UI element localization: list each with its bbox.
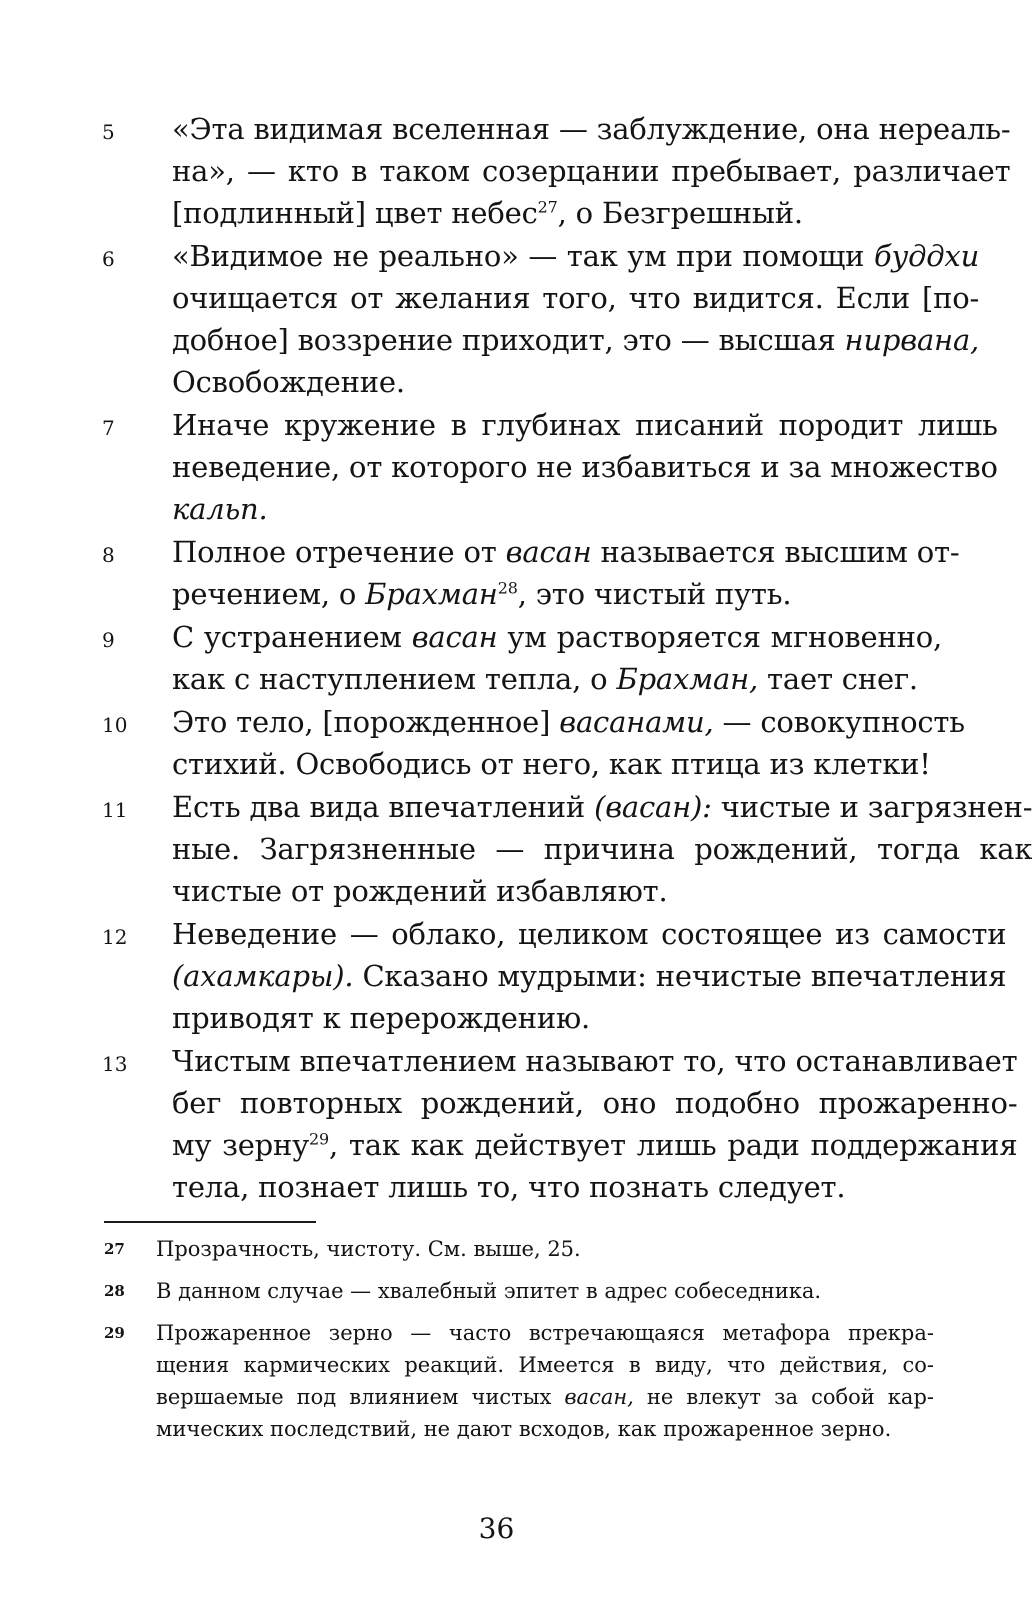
verse bbox=[102, 786, 1032, 912]
footnote-divider bbox=[104, 1221, 316, 1223]
text-segment: Иначе кружение в глубинах писаний породит лишь bbox=[172, 408, 998, 442]
text-line bbox=[156, 1413, 934, 1445]
text-segment: ум растворяется мгновенно, bbox=[497, 620, 942, 654]
footnote-text bbox=[156, 1275, 934, 1307]
text-line bbox=[156, 1349, 934, 1381]
verse bbox=[102, 404, 998, 530]
footnote-ref: 27 bbox=[537, 197, 558, 217]
footnote-number: 29 bbox=[104, 1324, 125, 1342]
text-line bbox=[172, 701, 965, 743]
text-line bbox=[172, 277, 979, 319]
text-line bbox=[172, 828, 1032, 870]
text-line bbox=[156, 1233, 934, 1265]
text-line bbox=[172, 531, 959, 573]
verse-text bbox=[172, 913, 1006, 1039]
footnote-number: 27 bbox=[104, 1240, 125, 1258]
text-segment: «Видимое не реально» — так ум при помощи bbox=[172, 239, 874, 273]
text-line bbox=[172, 1082, 1017, 1124]
text-segment: на», — кто в таком созерцании пребывает, различает bbox=[172, 154, 1011, 188]
verse-number: 12 bbox=[102, 925, 128, 949]
footnote-number: 28 bbox=[104, 1282, 125, 1300]
text-segment: как с наступлением тепла, о bbox=[172, 662, 617, 696]
text-line bbox=[172, 446, 998, 488]
text-segment: [подлинный] цвет небес bbox=[172, 196, 538, 230]
text-segment: Освобождение. bbox=[172, 365, 405, 399]
verse-text bbox=[172, 701, 965, 785]
text-line bbox=[172, 743, 965, 785]
verse-number: 5 bbox=[102, 120, 115, 144]
text-segment: В данном случае — хвалебный эпитет в адрес собеседника. bbox=[156, 1279, 822, 1303]
text-segment: приводят к перерождению. bbox=[172, 1001, 591, 1035]
text-segment: не влекут за собой кар- bbox=[633, 1385, 934, 1409]
text-line bbox=[172, 235, 979, 277]
text-segment: вершаемые под влиянием чистых bbox=[156, 1385, 565, 1409]
text-line bbox=[172, 1166, 1017, 1208]
text-segment: Прожаренное зерно — часто встречающаяся метафора прекра- bbox=[156, 1321, 934, 1345]
text-line bbox=[172, 913, 1006, 955]
text-segment: Сказано мудрыми: нечистые впечатления bbox=[353, 959, 1007, 993]
text-segment: речением, о bbox=[172, 577, 366, 611]
verse bbox=[102, 531, 960, 615]
footnote-text bbox=[156, 1233, 934, 1265]
text-line bbox=[172, 1040, 1017, 1082]
text-segment: С устранением bbox=[172, 620, 412, 654]
text-segment: щения кармических реакций. Имеется в виду, что действия, со- bbox=[156, 1353, 934, 1377]
verse-text bbox=[172, 616, 942, 700]
text-line bbox=[172, 319, 979, 361]
text-line bbox=[172, 955, 1006, 997]
text-segment: «Эта видимая вселенная — заблуждение, она нереаль- bbox=[172, 112, 1011, 146]
verse-text bbox=[172, 235, 979, 403]
italic-term: Брахман bbox=[365, 577, 498, 611]
text-segment: Это тело, [порожденное] bbox=[172, 705, 560, 739]
verse-text bbox=[172, 531, 959, 615]
text-segment: Прозрачность, чистоту. См. выше, 25. bbox=[156, 1237, 581, 1261]
footnote bbox=[104, 1233, 934, 1265]
text-line bbox=[172, 786, 1032, 828]
verse-number: 11 bbox=[102, 798, 128, 822]
verse bbox=[102, 235, 980, 403]
italic-term: буддхи bbox=[873, 239, 980, 273]
footnote-ref: 28 bbox=[497, 578, 518, 598]
text-line bbox=[172, 997, 1006, 1039]
text-segment: тела, познает лишь то, что познать следует. bbox=[172, 1170, 846, 1204]
verse-number: 9 bbox=[102, 628, 115, 652]
text-segment: стихий. Освободись от него, как птица из клетки! bbox=[172, 747, 931, 781]
text-line bbox=[172, 108, 1011, 150]
italic-term: (ахамкары). bbox=[172, 959, 354, 993]
text-line bbox=[172, 870, 1032, 912]
text-segment: чистые и загрязнен- bbox=[711, 790, 1032, 824]
text-segment: Чистым впечатлением называют то, что останавливает bbox=[172, 1044, 1018, 1078]
text-segment: , о Безгрешный. bbox=[557, 196, 803, 230]
text-line bbox=[156, 1275, 934, 1307]
text-segment: му зерну bbox=[172, 1128, 310, 1162]
text-line bbox=[172, 573, 959, 615]
text-line bbox=[172, 658, 942, 700]
text-segment: Полное отречение от bbox=[172, 535, 506, 569]
text-segment: Есть два вида впечатлений bbox=[172, 790, 595, 824]
footnote-ref: 29 bbox=[309, 1129, 330, 1149]
text-line bbox=[156, 1381, 934, 1413]
text-line bbox=[172, 1124, 1017, 1166]
verse-text bbox=[172, 1040, 1017, 1208]
text-segment: называется высшим от- bbox=[591, 535, 960, 569]
text-segment: неведение, от которого не избавиться и за множество bbox=[172, 450, 998, 484]
italic-term: кальп. bbox=[172, 492, 268, 526]
text-line bbox=[172, 404, 998, 446]
italic-term: (васан): bbox=[594, 790, 712, 824]
text-segment: добное] воззрение приходит, это — высшая bbox=[172, 323, 845, 357]
verse-text bbox=[172, 786, 1032, 912]
verse-text bbox=[172, 108, 1011, 234]
verse bbox=[102, 616, 942, 700]
verse-number: 6 bbox=[102, 247, 115, 271]
verse-number: 8 bbox=[102, 543, 115, 567]
footnote bbox=[104, 1275, 934, 1307]
italic-term: васан bbox=[505, 535, 592, 569]
verse bbox=[102, 913, 1007, 1039]
text-segment: — совокупность bbox=[713, 705, 965, 739]
verse-number: 10 bbox=[102, 713, 128, 737]
verse-number: 7 bbox=[102, 416, 115, 440]
verse bbox=[102, 701, 965, 785]
verse-list bbox=[102, 108, 1032, 1209]
text-segment: , так как действует лишь ради поддержания bbox=[329, 1128, 1018, 1162]
text-segment: бег повторных рождений, оно подобно прожаренно- bbox=[172, 1086, 1018, 1120]
text-line bbox=[172, 192, 1011, 234]
footnote bbox=[104, 1317, 934, 1445]
text-segment: тает снег. bbox=[758, 662, 918, 696]
text-segment: мических последствий, не дают всходов, как прожаренное зерно. bbox=[156, 1417, 892, 1441]
italic-term: нирвана, bbox=[844, 323, 980, 357]
text-line bbox=[172, 616, 942, 658]
text-segment: ные. Загрязненные — причина рождений, тогда как bbox=[172, 832, 1032, 866]
footnote-list bbox=[104, 1233, 934, 1455]
italic-term: васан bbox=[411, 620, 498, 654]
italic-term: Брахман, bbox=[616, 662, 759, 696]
page-number: 36 bbox=[478, 1512, 515, 1545]
text-line bbox=[172, 361, 979, 403]
text-segment: чистые от рождений избавляют. bbox=[172, 874, 668, 908]
footnote-text bbox=[156, 1317, 934, 1445]
verse-number: 13 bbox=[102, 1052, 128, 1076]
text-line bbox=[156, 1317, 934, 1349]
italic-term: васанами, bbox=[559, 705, 714, 739]
verse bbox=[102, 108, 1011, 234]
verse bbox=[102, 1040, 1018, 1208]
text-segment: Неведение — облако, целиком состоящее из самости bbox=[172, 917, 1007, 951]
text-line bbox=[172, 150, 1011, 192]
text-segment: очищается от желания того, что видится. Если [по- bbox=[172, 281, 980, 315]
verse-text bbox=[172, 404, 998, 530]
text-line bbox=[172, 488, 998, 530]
text-segment: , это чистый путь. bbox=[517, 577, 792, 611]
italic-term: васан, bbox=[564, 1385, 634, 1409]
